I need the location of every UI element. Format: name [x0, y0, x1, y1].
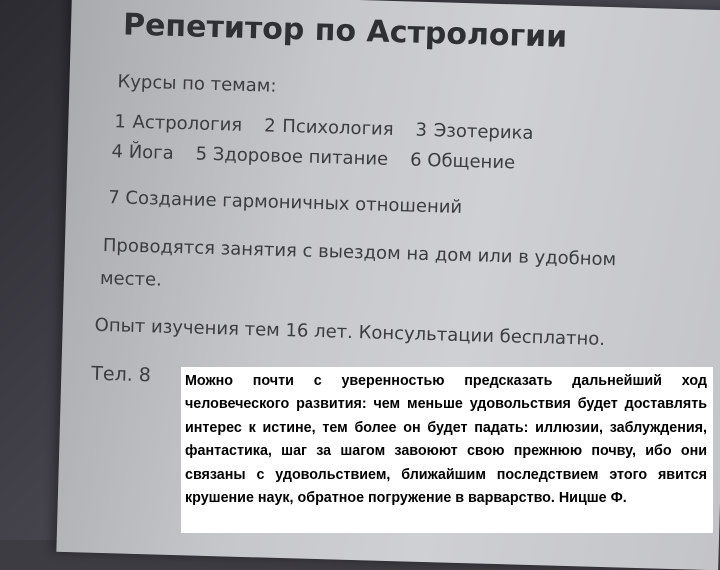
topic-item: 6 Общение — [409, 149, 516, 174]
quote-box — [181, 367, 713, 533]
quote-text: Можно почти с уверенностью предсказать дальнейший ход человеческого развития: чем меньше удовольствия будет доставлять интерес к истине, тем более он будет падать: иллюзии, заблуждения, фантастика, шаг за шагом завоюют свою прежнюю почву, ибо они связаны с удовольствием, ближайшим последствием этого явится крушение наук, обратное погружение в варварство. Ницше Ф. — [185, 373, 707, 507]
notice-title: Репетитор по Астрологии — [122, 7, 568, 55]
topic-item: 1 Астрология — [114, 111, 243, 136]
courses-label: Курсы по темам: — [117, 71, 277, 97]
phone-label: Тел. 8 — [91, 362, 152, 387]
topic-item: 7 Создание гармоничных отношений — [107, 187, 463, 218]
lessons-text-line-1: Проводятся занятия с выездом на дом или в удобном — [102, 234, 617, 271]
topics-row-2 — [111, 141, 515, 173]
topic-item: 3 Эзотерика — [415, 119, 534, 144]
experience-text: Опыт изучения тем 16 лет. Консультации бесплатно. — [94, 314, 606, 351]
topic-item: 4 Йога — [111, 141, 174, 164]
topics-row-1 — [114, 111, 534, 144]
topic-item: 2 Психология — [263, 115, 394, 141]
topic-item: 5 Здоровое питание — [195, 143, 389, 170]
lessons-text-line-2: месте. — [99, 267, 163, 291]
